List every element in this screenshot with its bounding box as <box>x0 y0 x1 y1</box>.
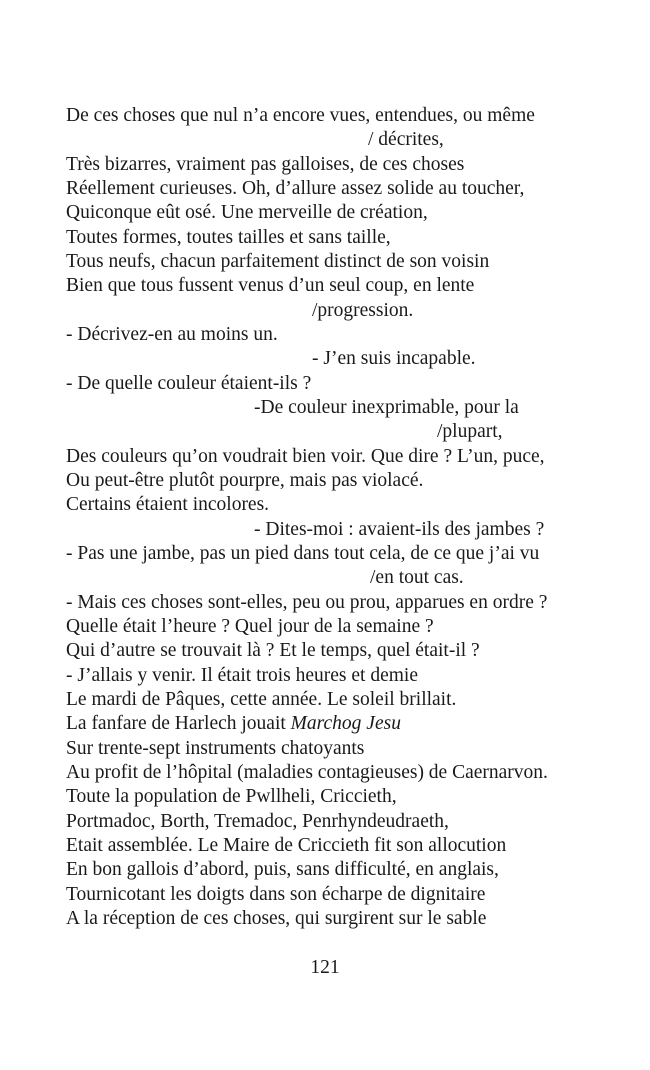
poem-line: Le mardi de Pâques, cette année. Le soleil brillait. <box>66 689 457 710</box>
poem-line: Sur trente-sept instruments chatoyants <box>66 738 365 759</box>
poem-line: /progression. <box>312 300 414 321</box>
poem-line: - J’en suis incapable. <box>312 348 476 369</box>
poem-line: Tous neufs, chacun parfaitement distinct de son voisin <box>66 251 490 272</box>
poem-line: De ces choses que nul n’a encore vues, entendues, ou même <box>66 105 535 126</box>
poem-line: Quiconque eût osé. Une merveille de création, <box>66 202 428 223</box>
poem-line: /plupart, <box>437 421 503 442</box>
poem-line: - De quelle couleur étaient-ils ? <box>66 373 312 394</box>
poem-line: Au profit de l’hôpital (maladies contagieuses) de Caernarvon. <box>66 762 548 783</box>
poem-line: - Mais ces choses sont-elles, peu ou prou, apparues en ordre ? <box>66 592 548 613</box>
poem-line: Tournicotant les doigts dans son écharpe de dignitaire <box>66 884 486 905</box>
poem-line: /en tout cas. <box>370 567 464 588</box>
poem-line: - Dites-moi : avaient-ils des jambes ? <box>254 519 545 540</box>
poem-line: - Décrivez-en au moins un. <box>66 324 278 345</box>
poem-line: Très bizarres, vraiment pas galloises, de ces choses <box>66 154 465 175</box>
song-title: Marchog Jesu <box>290 713 401 734</box>
poem-line: Toutes formes, toutes tailles et sans taille, <box>66 227 391 248</box>
poem-line: Toute la population de Pwllheli, Criccieth, <box>66 786 397 807</box>
poem-line: Des couleurs qu’on voudrait bien voir. Que dire ? L’un, puce, <box>66 446 545 467</box>
poem-line: - Pas une jambe, pas un pied dans tout cela, de ce que j’ai vu <box>66 543 540 564</box>
poem-line: Réellement curieuses. Oh, d’allure assez solide au toucher, <box>66 178 525 199</box>
poem-line: A la réception de ces choses, qui surgirent sur le sable <box>66 908 487 929</box>
poem-line: Qui d’autre se trouvait là ? Et le temps, quel était-il ? <box>66 640 480 661</box>
poem-line: -De couleur inexprimable, pour la <box>254 397 519 418</box>
poem-line: Quelle était l’heure ? Quel jour de la semaine ? <box>66 616 434 637</box>
poem-line: Bien que tous fussent venus d’un seul coup, en lente <box>66 275 475 296</box>
poem-line-text: La fanfare de Harlech jouait <box>66 713 291 734</box>
poem-line: Certains étaient incolores. <box>66 494 270 515</box>
poem-line: En bon gallois d’abord, puis, sans difficulté, en anglais, <box>66 859 499 880</box>
poem-line: Etait assemblée. Le Maire de Criccieth fit son allocution <box>66 835 507 856</box>
poem-line: Portmadoc, Borth, Tremadoc, Penrhyndeudraeth, <box>66 811 449 832</box>
poem-line: / décrites, <box>368 129 444 150</box>
poem-line <box>66 712 401 736</box>
poem-line: Ou peut-être plutôt pourpre, mais pas violacé. <box>66 470 424 491</box>
poem-line: - J’allais y venir. Il était trois heures et demie <box>66 665 418 686</box>
page-number: 121 <box>310 957 340 978</box>
